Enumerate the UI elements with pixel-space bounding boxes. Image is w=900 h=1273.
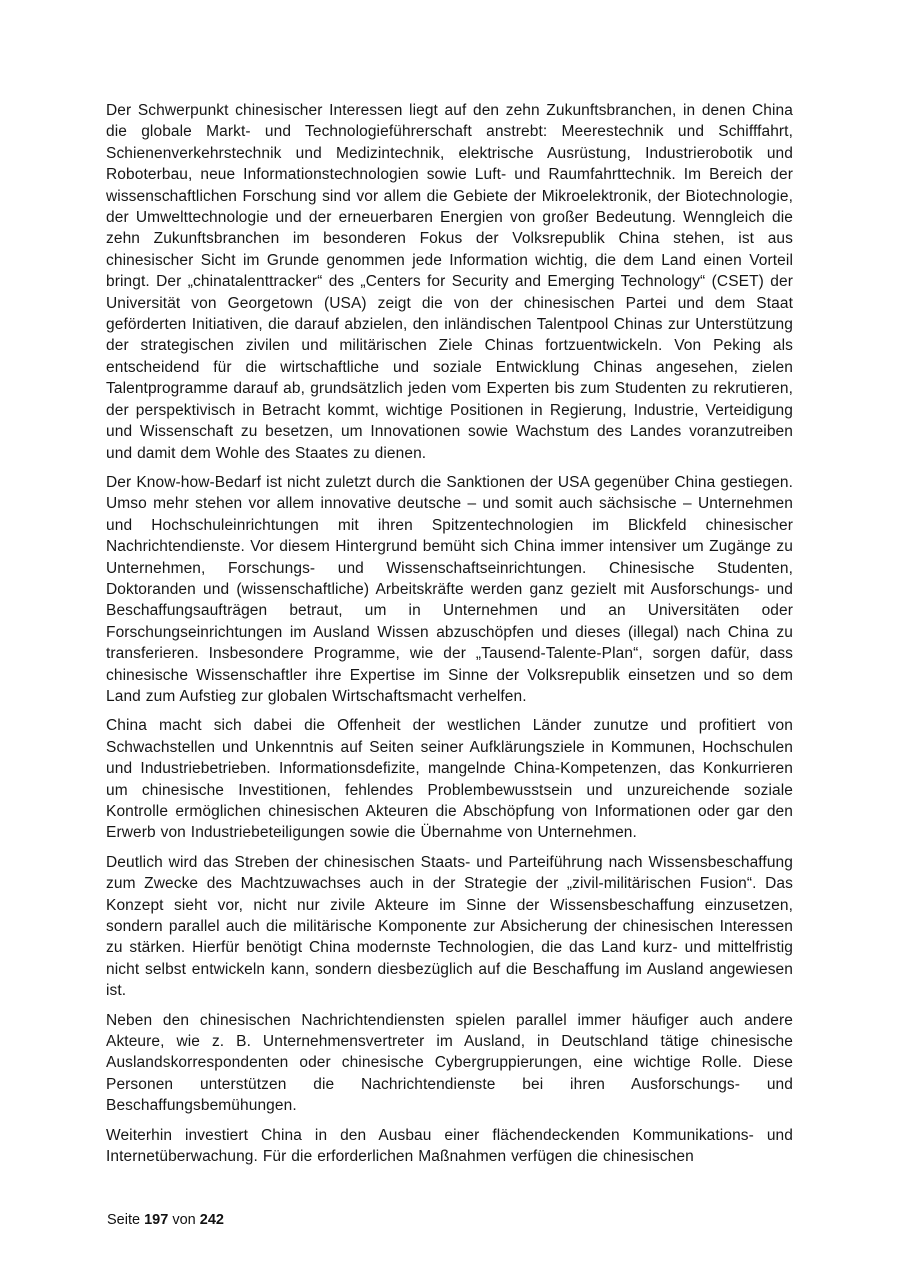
paragraph-2: Der Know-how-Bedarf ist nicht zuletzt durch die Sanktionen der USA gegenüber China gestiegen. Umso mehr stehen vor allem innovative deutsche – und somit auch sächsische – Unternehmen und Hochschuleinrichtungen mit ihren Spitzentechnologien im Blickfeld chinesischer Nachrichtendienste. Vor diesem Hintergrund bemüht sich China immer intensiver um Zugänge zu Unternehmen, Forschungs- und Wissenschaftseinrichtungen. Chinesische Studenten, Doktoranden und (wissenschaftliche) Arbeitskräfte werden ganz gezielt mit Ausforschungs- und Beschaffungsaufträgen betraut, um in Unternehmen und an Universitäten oder Forschungseinrichtungen im Ausland Wissen abzuschöpfen und dieses (illegal) nach China zu transferieren. Insbesondere Programme, wie der „Tausend-Talente-Plan“, sorgen dafür, dass chinesische Wissenschaftler ihre Expertise im Sinne der Volksrepublik einsetzen und so dem Land zum Aufstieg zur globalen Wirtschaftsmacht verhelfen. bbox=[106, 473, 793, 705]
document-body bbox=[106, 100, 793, 1176]
paragraph-1: Der Schwerpunkt chinesischer Interessen liegt auf den zehn Zukunftsbranchen, in denen China die globale Markt- und Technologieführerschaft anstrebt: Meerestechnik und Schifffahrt, Schienenverkehrstechnik und Medizintechnik, elektrische Ausrüstung, Industrierobotik und Roboterbau, neue Informationstechnologien sowie Luft- und Raumfahrttechnik. Im Bereich der wissenschaftlichen Forschung sind vor allem die Gebiete der Mikroelektronik, der Biotechnologie, der Umwelttechnologie und der erneuerbaren Energien von großer Bedeutung. Wenngleich die zehn Zukunftsbranchen im besonderen Fokus der Volksrepublik China stehen, ist aus chinesischer Sicht im Grunde genommen jede Information wichtig, die dem Land einen Vorteil bringt. Der „chinatalenttracker“ des „Centers for Security and Emerging Technology“ (CSET) der Universität von Georgetown (USA) zeigt die von der chinesischen Partei und dem Staat geförderten Initiativen, die darauf abzielen, den inländischen Talentpool Chinas zur Unterstützung der strategischen zivilen und militärischen Ziele Chinas fortzuentwickeln. Von Peking als entscheidend für die wirtschaftliche und soziale Entwicklung Chinas angesehen, zielen Talentprogramme darauf ab, grundsätzlich jeden vom Experten bis zum Studenten zu rekrutieren, der perspektivisch in Betracht kommt, wichtige Positionen in Regierung, Industrie, Verteidigung und Wissenschaft zu besetzen, um Innovationen sowie Wachstum des Landes voranzutreiben und damit dem Wohle des Staates zu dienen. bbox=[106, 102, 793, 462]
footer-page-number: 197 bbox=[144, 1212, 169, 1228]
footer-of-label: von bbox=[172, 1212, 196, 1228]
footer-total-pages: 242 bbox=[199, 1212, 224, 1228]
paragraph-5: Neben den chinesischen Nachrichtendiensten spielen parallel immer häufiger auch andere Akteure, wie z. B. Unternehmensvertreter im Ausland, in Deutschland tätige chinesische Auslandskorrespondenten oder chinesische Cybergruppierungen, eine wichtige Rolle. Diese Personen unterstützen die Nachrichtendienste bei ihren Ausforschungs- und Beschaffungsbemühungen. bbox=[106, 1011, 793, 1115]
page-footer bbox=[107, 1211, 224, 1229]
paragraph-6: Weiterhin investiert China in den Ausbau einer flächendeckenden Kommunikations- und Internetüberwachung. Für die erforderlichen Maßnahmen verfügen die chinesischen bbox=[106, 1126, 793, 1166]
paragraph-4: Deutlich wird das Streben der chinesischen Staats- und Parteiführung nach Wissensbeschaffung zum Zwecke des Machtzuwachses auch in der Strategie der „zivil-militärischen Fusion“. Das Konzept sieht vor, nicht nur zivile Akteure im Sinne der Wissensbeschaffung einzusetzen, sondern parallel auch die militärische Komponente zur Absicherung der chinesischen Interessen zu stärken. Hierfür benötigt China modernste Technologien, die das Land kurz- und mittelfristig nicht selbst entwickeln kann, sondern diesbezüglich auf die Beschaffung im Ausland angewiesen ist. bbox=[106, 853, 793, 1000]
footer-page-label: Seite bbox=[107, 1212, 141, 1228]
paragraph-3: China macht sich dabei die Offenheit der westlichen Länder zunutze und profitiert von Schwachstellen und Unkenntnis auf Seiten seiner Aufklärungsziele in Kommunen, Hochschulen und Industriebetrieben. Informationsdefizite, mangelnde China-Kompetenzen, das Konkurrieren um chinesische Investitionen, fehlendes Problembewusstsein und unzureichende soziale Kontrolle ermöglichen chinesischen Akteuren die Abschöpfung von Informationen oder gar den Erwerb von Industriebeteiligungen sowie die Übernahme von Unternehmen. bbox=[106, 717, 793, 842]
